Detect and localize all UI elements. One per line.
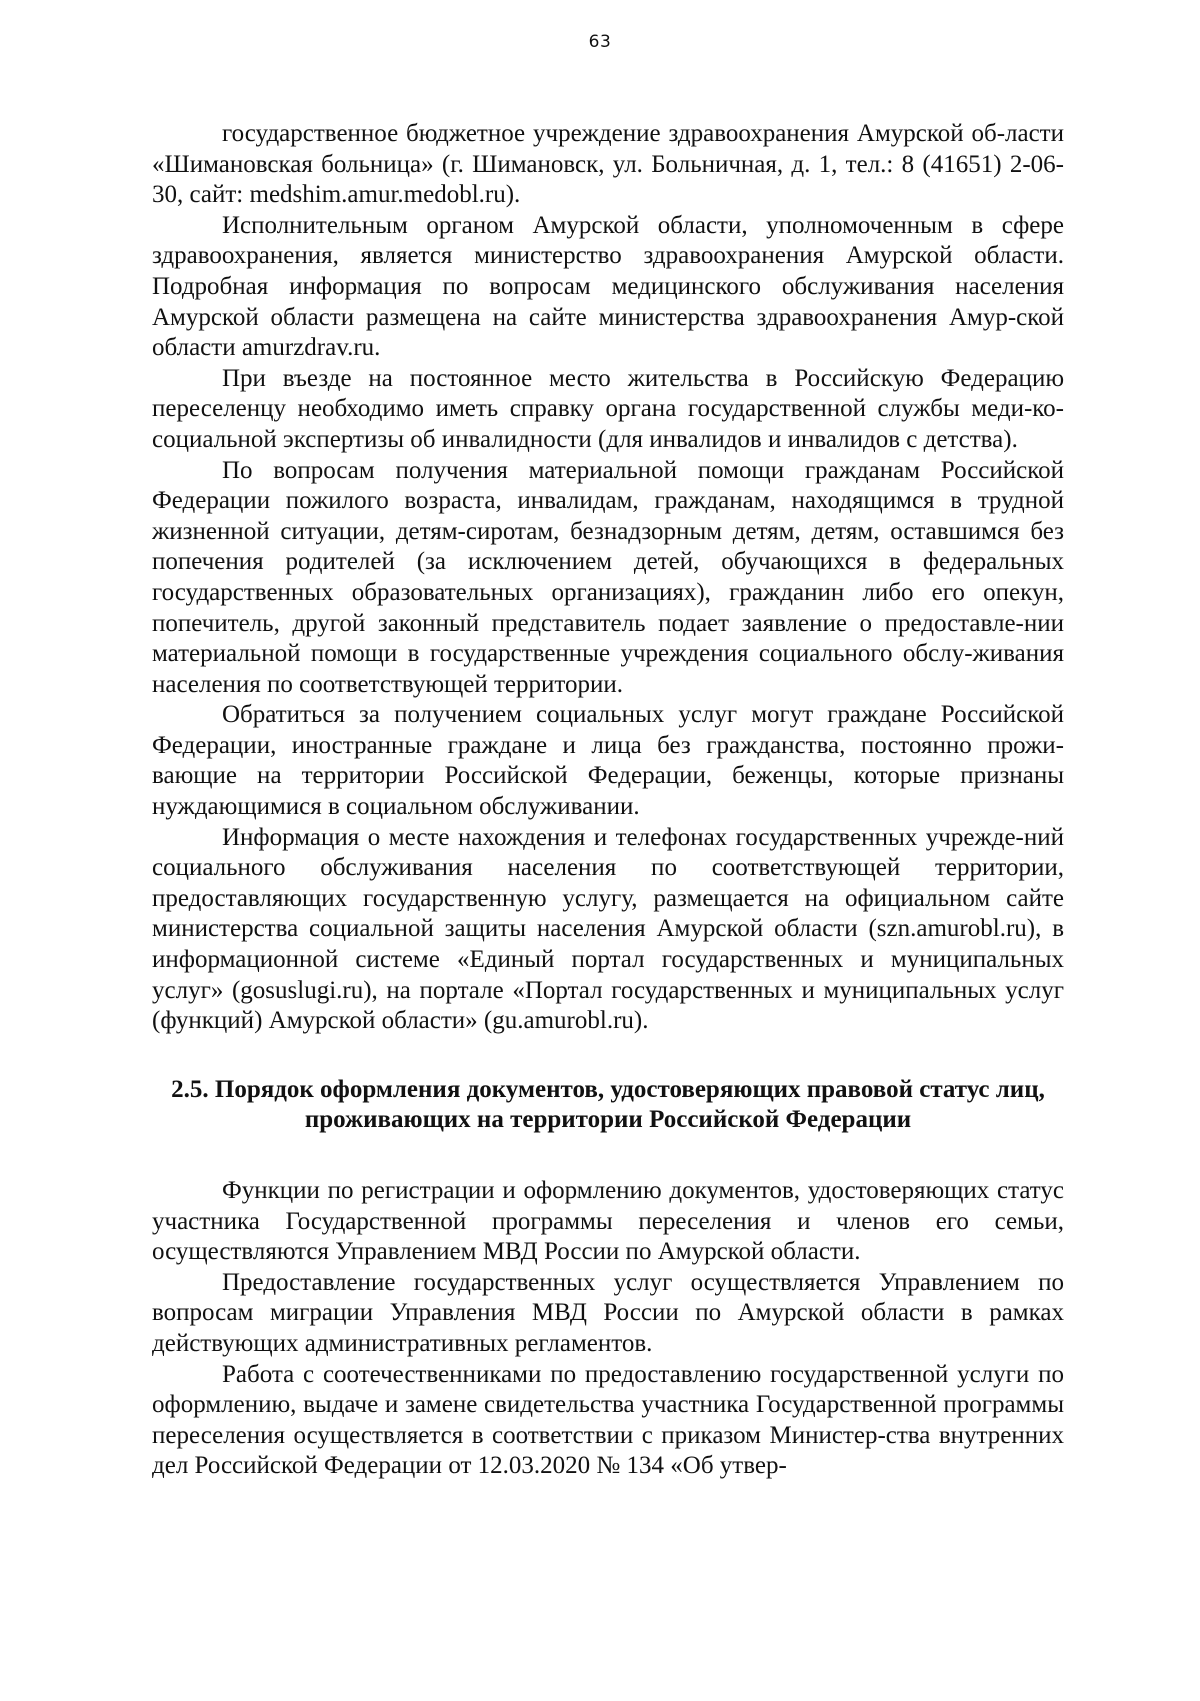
paragraph: государственное бюджетное учреждение здравоохранения Амурской об-ласти «Шимановская больница» (г. Шимановск, ул. Больничная, д. 1, тел.: 8 (41651) 2-06-30, сайт: medshim.amur.medobl.ru). [152,120,1064,209]
paragraph: По вопросам получения материальной помощи гражданам Российской Федерации пожилого возраста, инвалидам, гражданам, находящимся в трудной жизненной ситуации, детям-сиротам, безнадзорным детям, детям, оставшимся без попечения родителей (за исключением детей, обучающихся в федеральных государственных образовательных организациях), гражданин либо его опекун, попечитель, другой законный представитель подает заявление о предоставле-нии материальной помощи в государственные учреждения социального обслу-живания населения по соответствующей территории. [152,456,1064,698]
section-heading: 2.5. Порядок оформления документов, удостоверяющих правовой статус лиц, проживающих на территории Российской Федерации [171,1075,1045,1134]
paragraph: Работа с соотечественниками по предоставлению государственной услуги по оформлению, выдаче и замене свидетельства участника Государственной программы переселения осуществляется в соответствии с приказом Министер-ства внутренних дел Российской Федерации от 12.03.2020 № 134 «Об утвер- [152,1360,1064,1480]
paragraph: Предоставление государственных услуг осуществляется Управлением по вопросам миграции Управления МВД России по Амурской области в рамках действующих административных регламентов. [152,1268,1064,1357]
paragraph: Функции по регистрации и оформлению документов, удостоверяющих статус участника Государственной программы переселения и членов его семьи, осуществляются Управлением МВД России по Амурской области. [152,1177,1064,1266]
paragraph: При въезде на постоянное место жительства в Российскую Федерацию переселенцу необходимо иметь справку органа государственной службы меди-ко-социальной экспертизы об инвалидности (для инвалидов и инвалидов с детства). [152,364,1064,453]
page-content [152,119,1064,1482]
page-number: 63 [588,32,612,52]
paragraph: Обратиться за получением социальных услуг могут граждане Российской Федерации, иностранные граждане и лица без гражданства, постоянно прожи-вающие на территории Российской Федерации, беженцы, которые признаны нуждающимися в социальном обслуживании. [152,701,1064,821]
paragraph: Информация о месте нахождения и телефонах государственных учрежде-ний социального обслуживания населения по соответствующей территории, предоставляющих государственную услугу, размещается на официальном сайте министерства социальной защиты населения Амурской области (szn.amurobl.ru), в информационной системе «Единый портал государственных и муниципальных услуг» (gosuslugi.ru), на портале «Портал государственных и муниципальных услуг (функций) Амурской области» (gu.amurobl.ru). [152,823,1064,1035]
paragraph: Исполнительным органом Амурской области, уполномоченным в сфере здравоохранения, является министерство здравоохранения Амурской области. Подробная информация по вопросам медицинского обслуживания населения Амурской области размещена на сайте министерства здравоохранения Амур-ской области amurzdrav.ru. [152,211,1064,362]
